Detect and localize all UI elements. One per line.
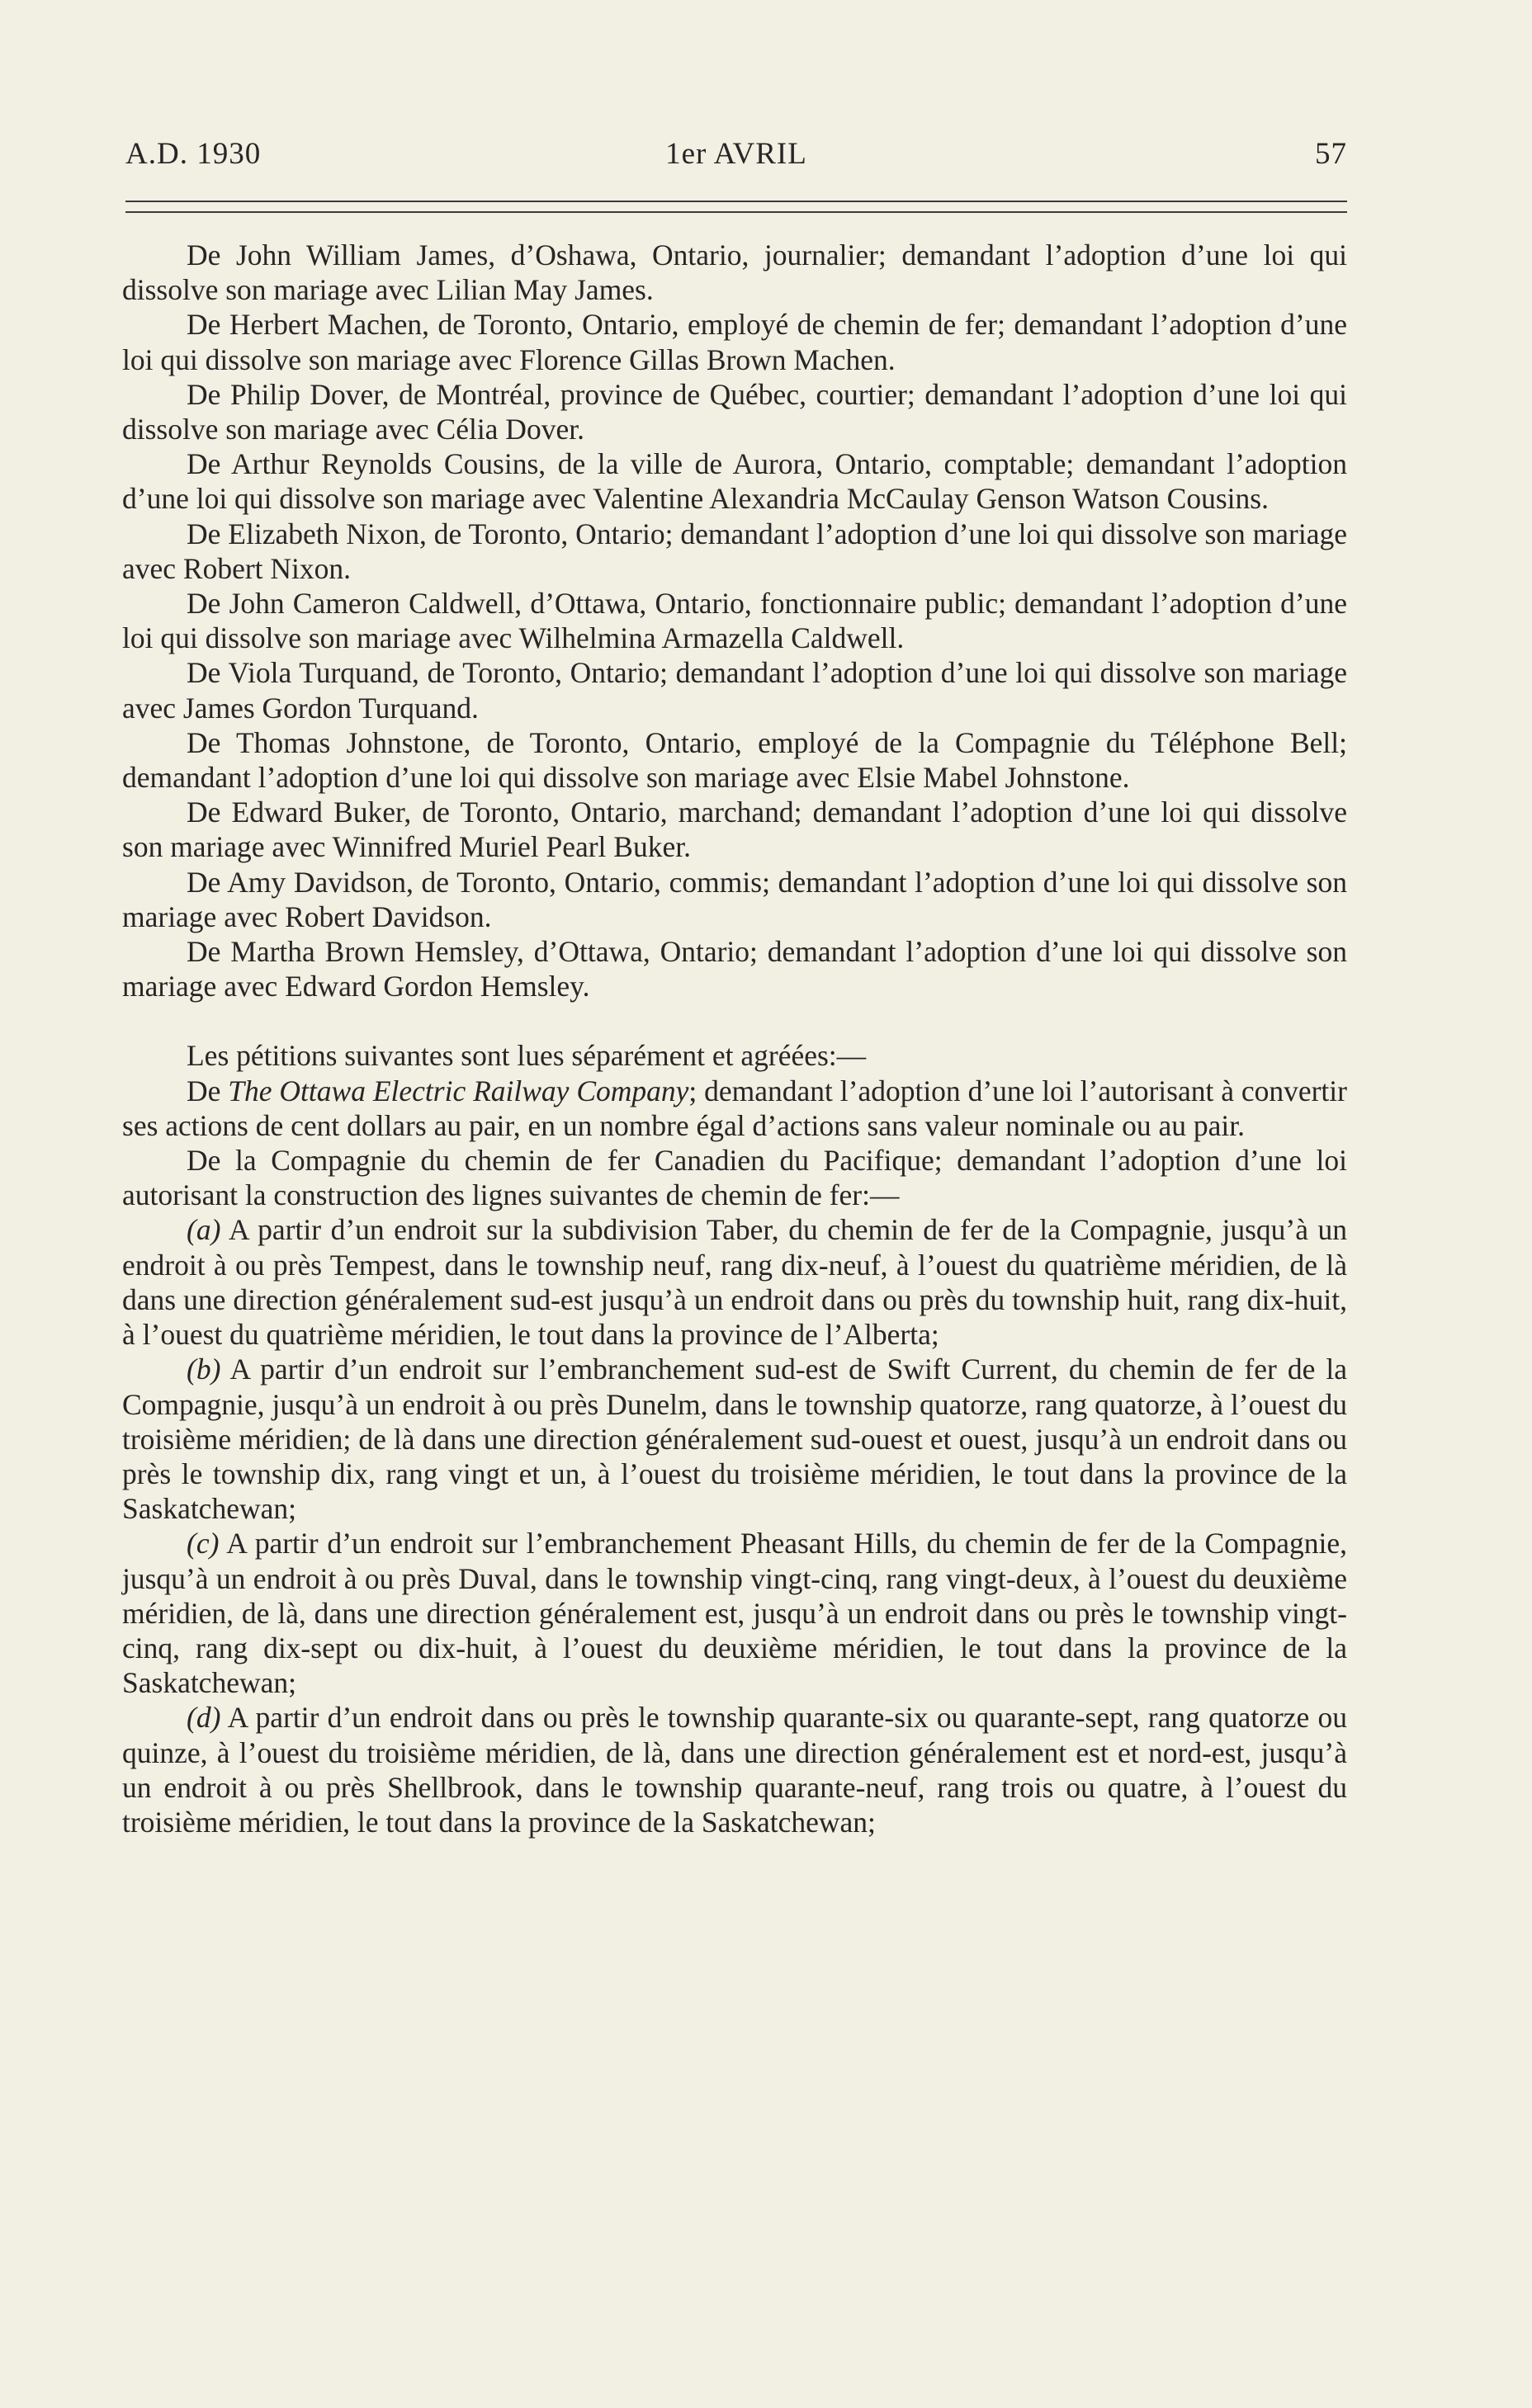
petition-paragraph: De Viola Turquand, de Toronto, Ontario; demandant l’adoption d’une loi qui dissolve son mariage avec James Gordon Turquand.	[122, 656, 1347, 725]
petition-prefix: De	[187, 1074, 229, 1107]
petitions-intro: Les pétitions suivantes sont lues séparément et agréées:—	[187, 1039, 867, 1073]
company-name: The Ottawa Electric Railway Company	[228, 1074, 689, 1107]
header-date: A.D. 1930	[125, 137, 262, 171]
petition-paragraph: De Martha Brown Hemsley, d’Ottawa, Ontario; demandant l’adoption d’une loi qui dissolve son mariage avec Edward Gordon Hemsley.	[122, 935, 1347, 1003]
item-label: (a)	[187, 1213, 221, 1247]
item-label: (c)	[187, 1527, 220, 1560]
item-text: A partir d’un endroit sur l’embranchement Pheasant Hills, du chemin de fer de la Compagnie, jusqu’à un endroit à ou près Duval, dans le township vingt-cinq, rang vingt-deux, à l’ouest du deuxième méridien, de là, dans une direction généralement est, jusqu’à un endroit dans ou près le township vingt-cinq, rang dix-sept ou dix-huit, à l’ouest du deuxième méridien, le tout dans la province de la Saskatchewan;	[122, 1527, 1347, 1700]
header-rule-bottom	[125, 211, 1347, 213]
ottawa-electric-petition	[122, 1074, 1347, 1143]
railway-line-item	[122, 1526, 1347, 1700]
petition-paragraph: De Amy Davidson, de Toronto, Ontario, commis; demandant l’adoption d’une loi qui dissolve son mariage avec Robert Davidson.	[122, 865, 1347, 933]
petition-paragraph: De Herbert Machen, de Toronto, Ontario, employé de chemin de fer; demandant l’adoption d’une loi qui dissolve son mariage avec Florence Gillas Brown Machen.	[122, 308, 1347, 376]
header-rule-top	[125, 201, 1347, 202]
cpr-petition-intro: De la Compagnie du chemin de fer Canadien du Pacifique; demandant l’adoption d’une loi autorisant la construction des lignes suivantes de chemin de fer:—	[122, 1144, 1347, 1212]
page-number: 57	[1315, 137, 1347, 171]
petition-paragraph: De John William James, d’Oshawa, Ontario, journalier; demandant l’adoption d’une loi qui dissolve son mariage avec Lilian May James.	[122, 238, 1347, 307]
railway-line-item	[122, 1352, 1347, 1526]
item-label: (d)	[187, 1701, 221, 1735]
body-text	[122, 238, 1347, 1839]
petition-paragraph: De Arthur Reynolds Cousins, de la ville de Aurora, Ontario, comptable; demandant l’adoption d’une loi qui dissolve son mariage avec Valentine Alexandria McCaulay Genson Watson Cousins.	[122, 447, 1347, 516]
item-label: (b)	[187, 1353, 221, 1386]
running-head	[125, 136, 1347, 172]
petition-paragraph: De Edward Buker, de Toronto, Ontario, marchand; demandant l’adoption d’une loi qui dissolve son mariage avec Winnifred Muriel Pearl Buker.	[122, 796, 1347, 864]
item-text: A partir d’un endroit sur la subdivision Taber, du chemin de fer de la Compagnie, jusqu’à un endroit à ou près Tempest, dans le township neuf, rang dix-neuf, à l’ouest du quatrième méridien, de là dans une direction généralement sud-est jusqu’à un endroit dans ou près du township huit, rang dix-huit, à l’ouest du quatrième méridien, le tout dans la province de l’Alberta;	[122, 1213, 1347, 1352]
railway-line-item	[122, 1212, 1347, 1352]
railway-line-item	[122, 1700, 1347, 1839]
petition-paragraph: De John Cameron Caldwell, d’Ottawa, Ontario, fonctionnaire public; demandant l’adoption d’une loi qui dissolve son mariage avec Wilhelmina Armazella Caldwell.	[122, 587, 1347, 655]
petition-rest: ; demandant l’adoption d’une loi l’autorisant à convertir ses actions de cent dollars au pair, en un nombre égal d’actions sans valeur nominale ou au pair.	[122, 1074, 1347, 1142]
item-text: A partir d’un endroit dans ou près le township quarante-six ou quarante-sept, rang quatorze ou quinze, à l’ouest du troisième méridien, de là, dans une direction généralement est et nord-est, jusqu’à un endroit à ou près Shellbrook, dans le township quarante-neuf, rang trois ou quatre, à l’ouest du troisième méridien, le tout dans la province de la Saskatchewan;	[122, 1701, 1347, 1839]
petition-paragraph: De Philip Dover, de Montréal, province de Québec, courtier; demandant l’adoption d’une loi qui dissolve son mariage avec Célia Dover.	[122, 377, 1347, 446]
item-text: A partir d’un endroit sur l’embranchement sud-est de Swift Current, du chemin de fer de la Compagnie, jusqu’à un endroit à ou près Dunelm, dans le township quatorze, rang quatorze, à l’ouest du troisième méridien; de là dans une direction généralement sud-ouest et ouest, jusqu’à un endroit dans ou près le township dix, rang vingt et un, à l’ouest du troisième méridien, le tout dans la province de la Saskatchewan;	[122, 1353, 1347, 1526]
petition-paragraph: De Elizabeth Nixon, de Toronto, Ontario; demandant l’adoption d’une loi qui dissolve son mariage avec Robert Nixon.	[122, 517, 1347, 585]
header-title: 1er AVRIL	[665, 137, 807, 171]
petition-paragraph: De Thomas Johnstone, de Toronto, Ontario, employé de la Compagnie du Téléphone Bell; demandant l’adoption d’une loi qui dissolve son mariage avec Elsie Mabel Johnstone.	[122, 725, 1347, 795]
